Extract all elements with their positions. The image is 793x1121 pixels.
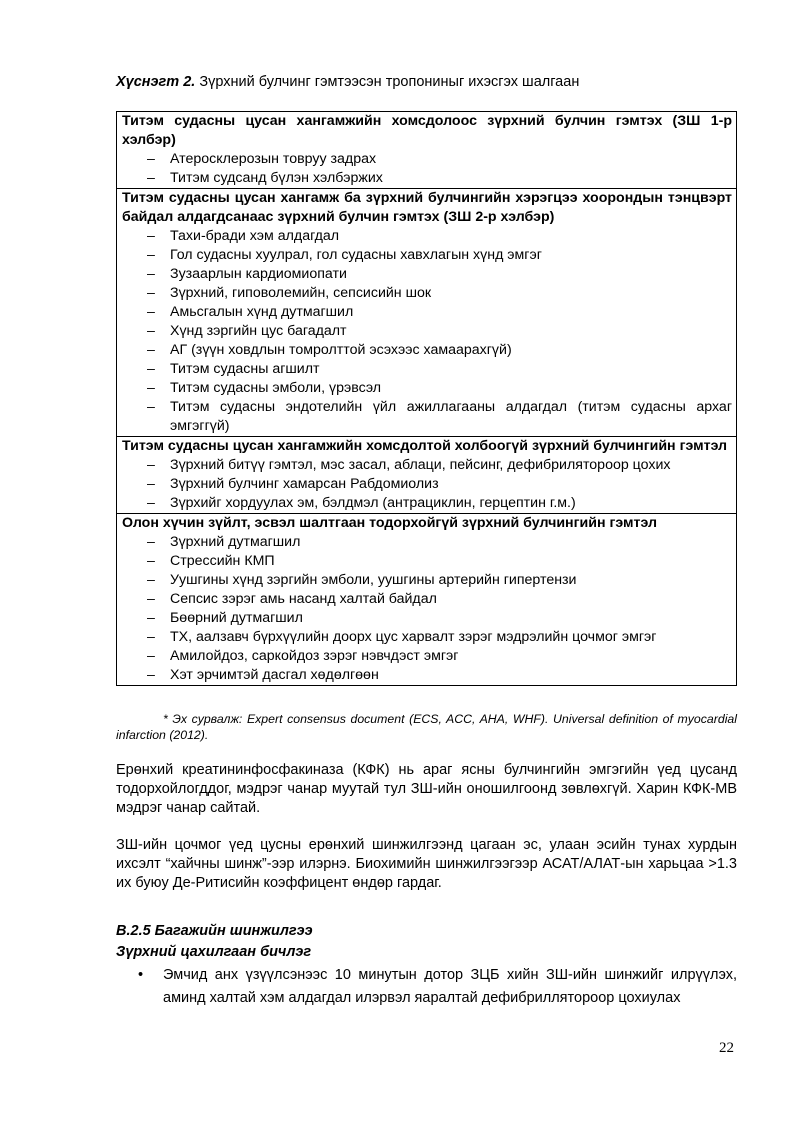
list-item: – Амилойдоз, саркойдоз зэрэг нэвчдэст эмгэг <box>122 647 732 666</box>
list-item: – Титэм судасны эндотелийн үйл ажиллагааны алдагдал (титэм судасны архаг эмгэггүй) <box>122 398 732 436</box>
page-number: 22 <box>719 1040 734 1056</box>
bullet-icon: • <box>138 967 144 983</box>
table-caption-text: Зүрхний булчинг гэмтээсэн тропониныг ихэсгэх шалгаан <box>195 74 580 90</box>
source-note: * Эх сурвалж: Expert consensus document (ECS, ACC, AHA, WHF). Universal definition of myocardial infarction (2012). <box>116 712 737 742</box>
list-item: – Зүрхний, гиповолемийн, сепсисийн шок <box>122 284 732 303</box>
cause-list <box>122 227 732 436</box>
list-item: – АГ (зүүн ховдлын томролттой эсэхээс хамаарахгүй) <box>122 341 732 360</box>
list-item: – Тахи-бради хэм алдагдал <box>122 227 732 246</box>
table-cell <box>117 437 737 514</box>
cause-list <box>122 150 732 188</box>
list-item: – Хүнд зэргийн цус багадалт <box>122 322 732 341</box>
list-item: – Сепсис зэрэг амь насанд халтай байдал <box>122 590 732 609</box>
table-cell <box>117 112 737 189</box>
body-paragraph: Ерөнхий креатининфосфакиназа (КФК) нь араг ясны булчингийн эмгэгийн үед цусанд тодорхойлогддог, мэдрэг чанар муутай тул ЗШ-ийн оношилгоонд зөвлөхгүй. Харин КФК-МВ мэдрэг чанар сайтай. <box>116 762 737 816</box>
bullet-text: Эмчид анх үзүүлсэнээс 10 минутын дотор ЗЦБ хийн ЗШ-ийн шинжийг илрүүлэх, аминд халтай хэм алдагдал илэрвэл яаралтай дефибрилляторoор цохиулах <box>163 967 737 1006</box>
troponin-causes-table <box>116 111 737 686</box>
section-title: Олон хүчин зүйлт, эсвэл шалтгаан тодорхойгүй зүрхний булчингийн гэмтэл <box>122 515 657 531</box>
table-cell <box>117 514 737 686</box>
section-heading: В.2.5 Багажийн шинжилгээ <box>116 923 313 939</box>
list-item: – Уушгины хүнд зэргийн эмболи, уушгины артерийн гипертензи <box>122 571 732 590</box>
table-row <box>117 189 737 437</box>
list-item: – Зүрхний булчинг хамарсан Рабдомиолиз <box>122 475 732 494</box>
list-item: – Амьсгалын хүнд дутмагшил <box>122 303 732 322</box>
subheading: Зүрхний цахилгаан бичлэг <box>116 944 312 960</box>
list-item: – Титэм судасны агшилт <box>122 360 732 379</box>
cause-list <box>122 456 732 513</box>
table-row <box>117 112 737 189</box>
list-item: – Зүрхийг хордуулах эм, бэлдмэл (антрациклин, герцептин г.м.) <box>122 494 732 513</box>
list-item: – Зүрхний дутмагшил <box>122 533 732 552</box>
list-item: – Зүрхний битүү гэмтэл, мэс засал, аблаци, пейсинг, дефибрилятороор цохих <box>122 456 732 475</box>
table-caption-label: Хүснэгт 2. <box>116 74 196 90</box>
list-item: – Титэм судсанд бүлэн хэлбэржих <box>122 169 732 188</box>
list-item: – Зузаарлын кардиомиопати <box>122 265 732 284</box>
list-item: – Хэт эрчимтэй дасгал хөдөлгөөн <box>122 666 732 685</box>
list-item: – ТХ, аалзавч бүрхүүлийн доорх цус харвалт зэрэг мэдрэлийн цочмог эмгэг <box>122 628 732 647</box>
section-title: Титэм судасны цусан хангамж ба зүрхний булчингийн хэрэгцээ хоорондын тэнцвэрт байдал алдагдсанаас зүрхний булчин гэмтэх (ЗШ 2-р хэлбэр) <box>122 190 732 225</box>
body-paragraph: ЗШ-ийн цочмог үед цусны ерөнхий шинжилгээнд цагаан эс, улаан эсийн тунах хурдын ихсэлт “хайчны шинж”-ээр илэрнэ. Биохимийн шинжилгээгээр АСАТ/АЛАТ-ын харьцаа >1.3 их буюу Де-Ритисийн коэффицент өндөр гардаг. <box>116 837 737 891</box>
table-cell <box>117 189 737 437</box>
bullet-item <box>138 964 737 1010</box>
list-item: – Бөөрний дутмагшил <box>122 609 732 628</box>
list-item: – Атеросклерозын товруу задрах <box>122 150 732 169</box>
section-title: Титэм судасны цусан хангамжийн хомсдолтой холбоогүй зүрхний булчингийн гэмтэл <box>122 438 728 454</box>
table-caption <box>116 74 579 90</box>
cause-list <box>122 533 732 685</box>
section-title: Титэм судасны цусан хангамжийн хомсдолоос зүрхний булчин гэмтэх (ЗШ 1-р хэлбэр) <box>122 113 732 148</box>
list-item: – Титэм судасны эмболи, үрэвсэл <box>122 379 732 398</box>
table-row <box>117 514 737 686</box>
list-item: – Гол судасны хуулрал, гол судасны хавхлагын хүнд эмгэг <box>122 246 732 265</box>
list-item: – Стрессийн КМП <box>122 552 732 571</box>
table-row <box>117 437 737 514</box>
